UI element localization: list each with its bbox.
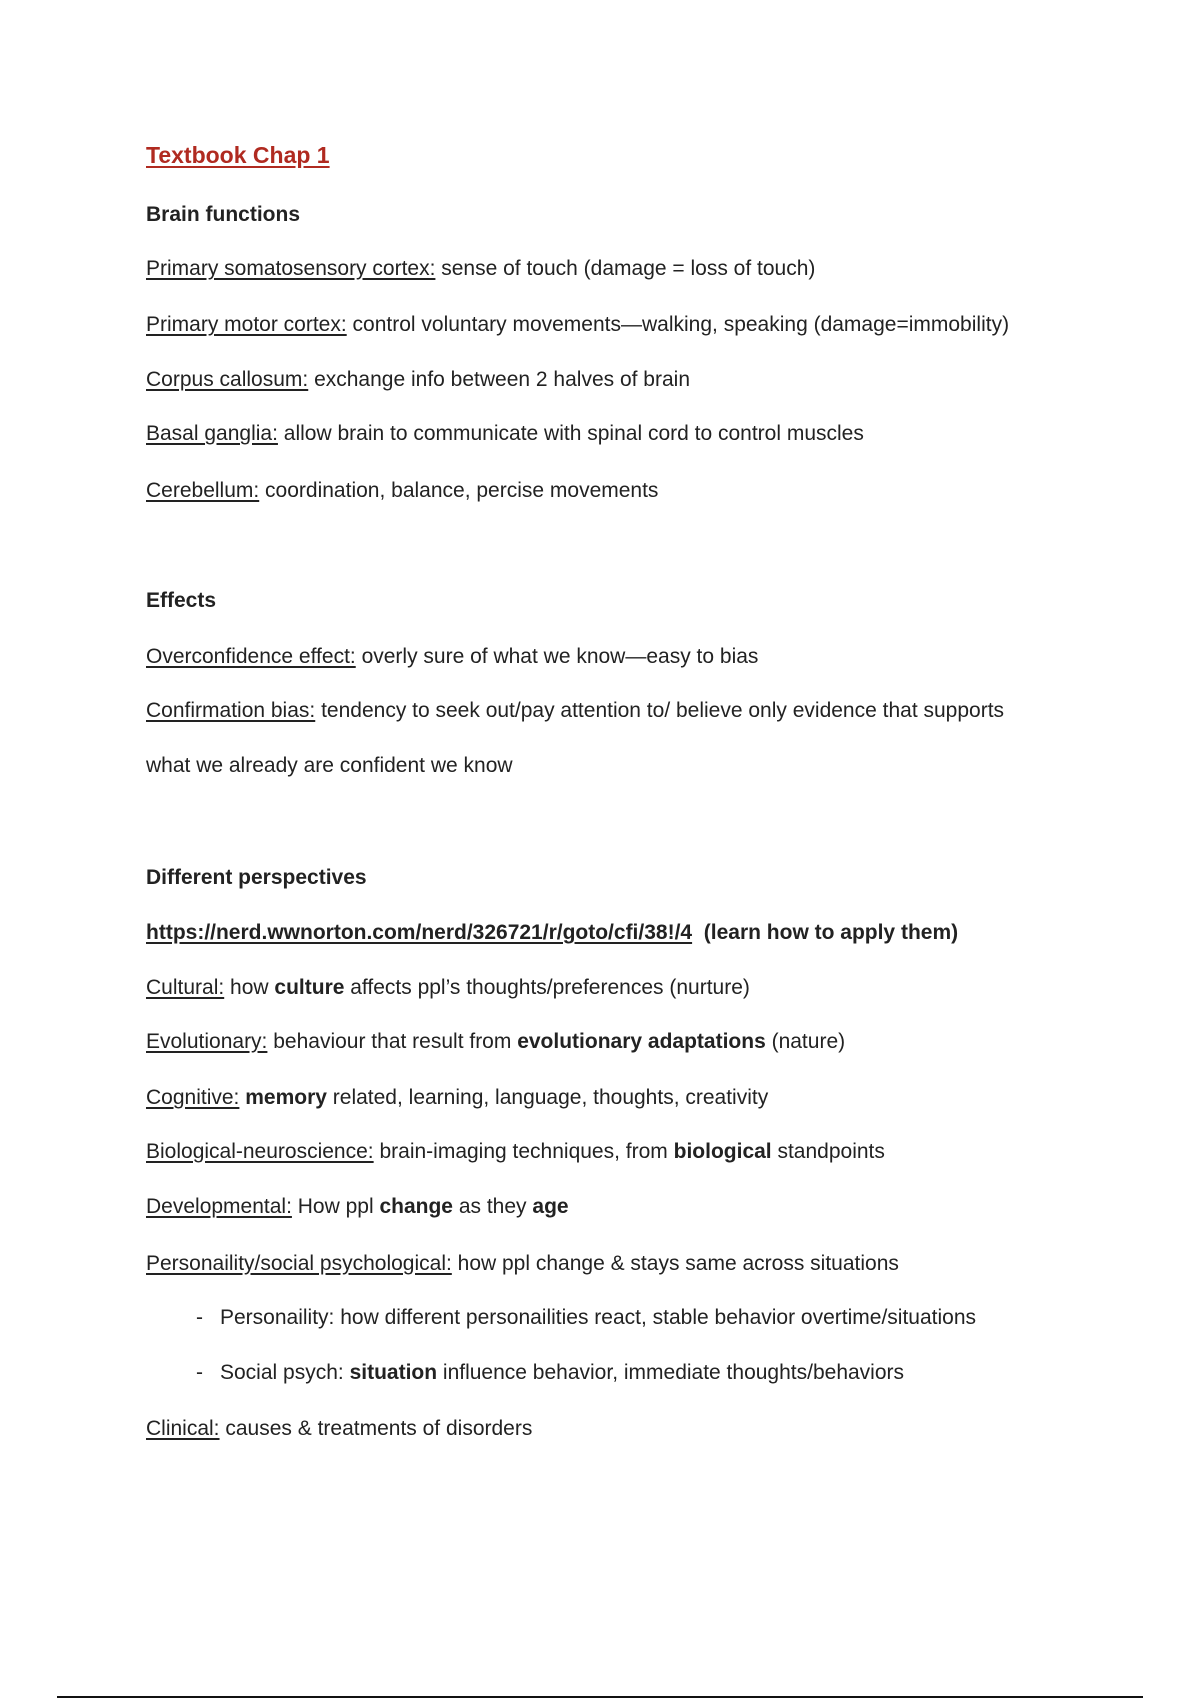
term-description: allow brain to communicate with spinal cord to control muscles (277, 422, 864, 445)
brain-function-item (146, 255, 815, 283)
sub-item-text: Personaility: how different personailities react, stable behavior overtime/situations (220, 1306, 976, 1329)
perspective-item-clinical (146, 1415, 532, 1443)
brain-function-item (146, 366, 690, 394)
perspective-item-biological (146, 1138, 885, 1166)
bold-keyword: situation (349, 1361, 438, 1384)
bold-keyword: culture (274, 976, 345, 999)
term-description: control voluntary movements—walking, speaking (damage=immobility) (346, 313, 1010, 336)
term-description: causes & treatments of disorders (219, 1417, 533, 1440)
bold-keyword: age (532, 1195, 569, 1218)
perspective-item-evolutionary (146, 1028, 845, 1056)
brain-function-item (146, 311, 1009, 339)
effect-item (146, 643, 758, 671)
term-label: Evolutionary: (146, 1030, 268, 1053)
sub-item-personality (196, 1304, 976, 1332)
effect-item (146, 697, 1004, 725)
text-part: brain-imaging techniques, from (373, 1140, 674, 1163)
perspective-item-cultural (146, 974, 750, 1002)
term-label: Biological-neuroscience: (146, 1140, 374, 1163)
term-label: Cerebellum: (146, 479, 260, 502)
text-part: affects ppl’s thoughts/preferences (nurture) (344, 976, 750, 999)
link-note: (learn how to apply them) (692, 921, 959, 944)
text-part: How ppl (291, 1195, 380, 1218)
term-label: Personaility/social psychological: (146, 1252, 452, 1275)
term-description: overly sure of what we know—easy to bias (355, 645, 759, 668)
perspective-item-personality-social (146, 1250, 899, 1278)
text-part: as they (453, 1195, 533, 1218)
perspective-item-developmental (146, 1193, 569, 1221)
section-heading-effects: Effects (146, 589, 217, 612)
text-part: influence behavior, immediate thoughts/behaviors (437, 1361, 905, 1384)
text-part: related, learning, language, thoughts, creativity (326, 1086, 769, 1109)
text-part: (nature) (765, 1030, 846, 1053)
term-description: coordination, balance, percise movements (259, 479, 659, 502)
text-part: how (224, 976, 275, 999)
term-label: Clinical: (146, 1417, 220, 1440)
bold-keyword: biological (673, 1140, 772, 1163)
term-description: exchange info between 2 halves of brain (308, 368, 690, 391)
bold-keyword: memory (245, 1086, 327, 1109)
term-label: Basal ganglia: (146, 422, 278, 445)
term-description: how ppl change & stays same across situations (451, 1252, 899, 1275)
term-description: tendency to seek out/pay attention to/ believe only evidence that supports (315, 699, 1005, 722)
perspective-item-cognitive (146, 1084, 768, 1112)
term-label: Confirmation bias: (146, 699, 316, 722)
section-heading-perspectives: Different perspectives (146, 866, 367, 889)
bold-keyword: change (379, 1195, 453, 1218)
page-bottom-rule (57, 1696, 1143, 1698)
term-description: sense of touch (damage = loss of touch) (435, 257, 816, 280)
term-label: Cultural: (146, 976, 225, 999)
brain-function-item (146, 420, 864, 448)
dash-bullet: - (196, 1361, 203, 1384)
term-label: Primary somatosensory cortex: (146, 257, 436, 280)
sub-item-social-psych (196, 1359, 904, 1387)
reference-link[interactable]: https://nerd.wwnorton.com/nerd/326721/r/goto/cfi/38!/4 (146, 921, 693, 944)
term-label: Cognitive: (146, 1086, 240, 1109)
term-label: Corpus callosum: (146, 368, 309, 391)
text-part: behaviour that result from (267, 1030, 518, 1053)
dash-bullet: - (196, 1306, 203, 1329)
page-title: Textbook Chap 1 (146, 142, 330, 168)
term-label: Developmental: (146, 1195, 292, 1218)
term-label: Overconfidence effect: (146, 645, 356, 668)
brain-function-item (146, 477, 658, 505)
effect-item-continuation: what we already are confident we know (146, 754, 513, 777)
term-label: Primary motor cortex: (146, 313, 347, 336)
text-part: Social psych: (220, 1361, 350, 1384)
bold-keyword: evolutionary adaptations (517, 1030, 766, 1053)
reference-link-line (146, 919, 958, 947)
section-heading-brain-functions: Brain functions (146, 203, 301, 226)
text-part: standpoints (771, 1140, 885, 1163)
